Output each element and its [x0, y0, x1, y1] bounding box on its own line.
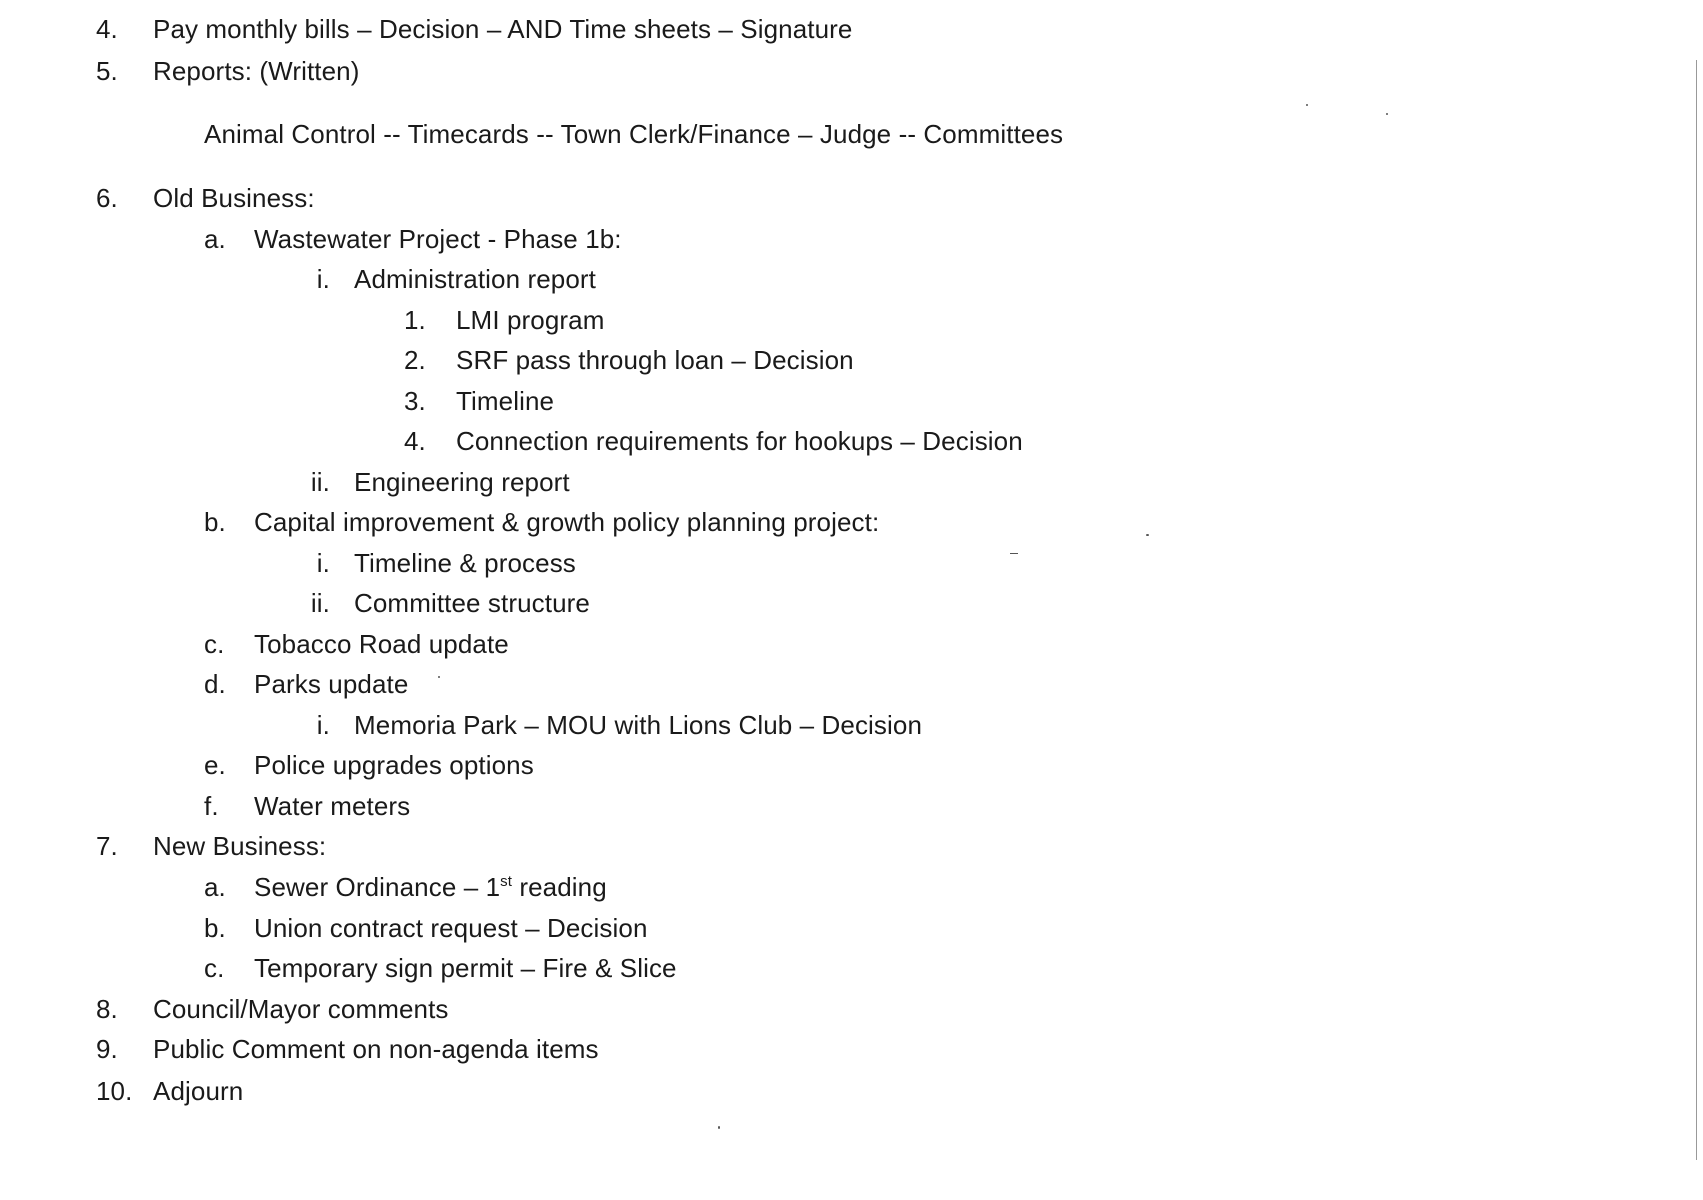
item-number: d. — [204, 669, 226, 699]
item-number: 2. — [404, 345, 426, 375]
item-text-after: reading — [512, 872, 607, 902]
item-text: Parks update — [254, 669, 409, 699]
item-number: 8. — [96, 994, 118, 1024]
item-number: i. — [316, 548, 330, 578]
item-text: Adjourn — [153, 1076, 244, 1106]
item-text: Pay monthly bills – Decision – AND Time sheets – Signature — [153, 14, 853, 44]
item-text-main: Sewer Ordinance – 1 — [254, 872, 501, 902]
item-number: b. — [204, 913, 226, 943]
ordinal-suffix: st — [500, 873, 513, 890]
item-text: Capital improvement & growth policy planning project: — [254, 507, 880, 537]
scan-speck — [718, 1126, 720, 1129]
item-text: Animal Control -- Timecards -- Town Clerk/Finance – Judge -- Committees — [204, 119, 1064, 149]
item-number: 4. — [96, 14, 118, 44]
scan-speck — [1306, 104, 1308, 106]
item-number: e. — [204, 750, 226, 780]
item-number: a. — [204, 224, 226, 254]
item-number: ii. — [310, 588, 330, 618]
item-text: Engineering report — [354, 467, 570, 497]
item-text: Connection requirements for hookups – Decision — [456, 426, 1023, 456]
item-number: a. — [204, 872, 226, 902]
item-text — [254, 870, 607, 904]
item-text: SRF pass through loan – Decision — [456, 345, 854, 375]
scan-edge — [1696, 60, 1697, 1160]
item-text: Police upgrades options — [254, 750, 534, 780]
item-number: 1. — [404, 305, 426, 335]
item-number: 9. — [96, 1034, 118, 1064]
scan-speck — [1010, 553, 1018, 554]
item-number: c. — [204, 629, 225, 659]
item-number: 10. — [96, 1076, 133, 1106]
scan-speck — [1146, 534, 1149, 536]
item-text: Tobacco Road update — [254, 629, 509, 659]
item-text: Public Comment on non-agenda items — [153, 1034, 599, 1064]
item-number: 7. — [96, 831, 118, 861]
item-text: Reports: (Written) — [153, 56, 360, 86]
item-number: f. — [204, 791, 219, 821]
item-number: i. — [316, 710, 330, 740]
item-text: Wastewater Project - Phase 1b: — [254, 224, 622, 254]
item-text: Committee structure — [354, 588, 590, 618]
item-number: 6. — [96, 183, 118, 213]
item-text: Timeline & process — [354, 548, 576, 578]
item-number: i. — [316, 264, 330, 294]
item-text: LMI program — [456, 305, 605, 335]
scan-speck — [438, 676, 440, 678]
item-number: ii. — [310, 467, 330, 497]
item-number: 5. — [96, 56, 118, 86]
item-text: Water meters — [254, 791, 411, 821]
item-number: c. — [204, 953, 225, 983]
item-text: Administration report — [354, 264, 596, 294]
item-text: Old Business: — [153, 183, 315, 213]
item-text: Council/Mayor comments — [153, 994, 449, 1024]
item-number: b. — [204, 507, 226, 537]
item-text: Temporary sign permit – Fire & Slice — [254, 953, 677, 983]
item-text: New Business: — [153, 831, 327, 861]
item-text: Union contract request – Decision — [254, 913, 648, 943]
item-number: 3. — [404, 386, 426, 416]
item-text: Timeline — [456, 386, 555, 416]
item-text: Memoria Park – MOU with Lions Club – Decision — [354, 710, 923, 740]
scan-speck — [1386, 113, 1388, 115]
item-number: 4. — [404, 426, 426, 456]
